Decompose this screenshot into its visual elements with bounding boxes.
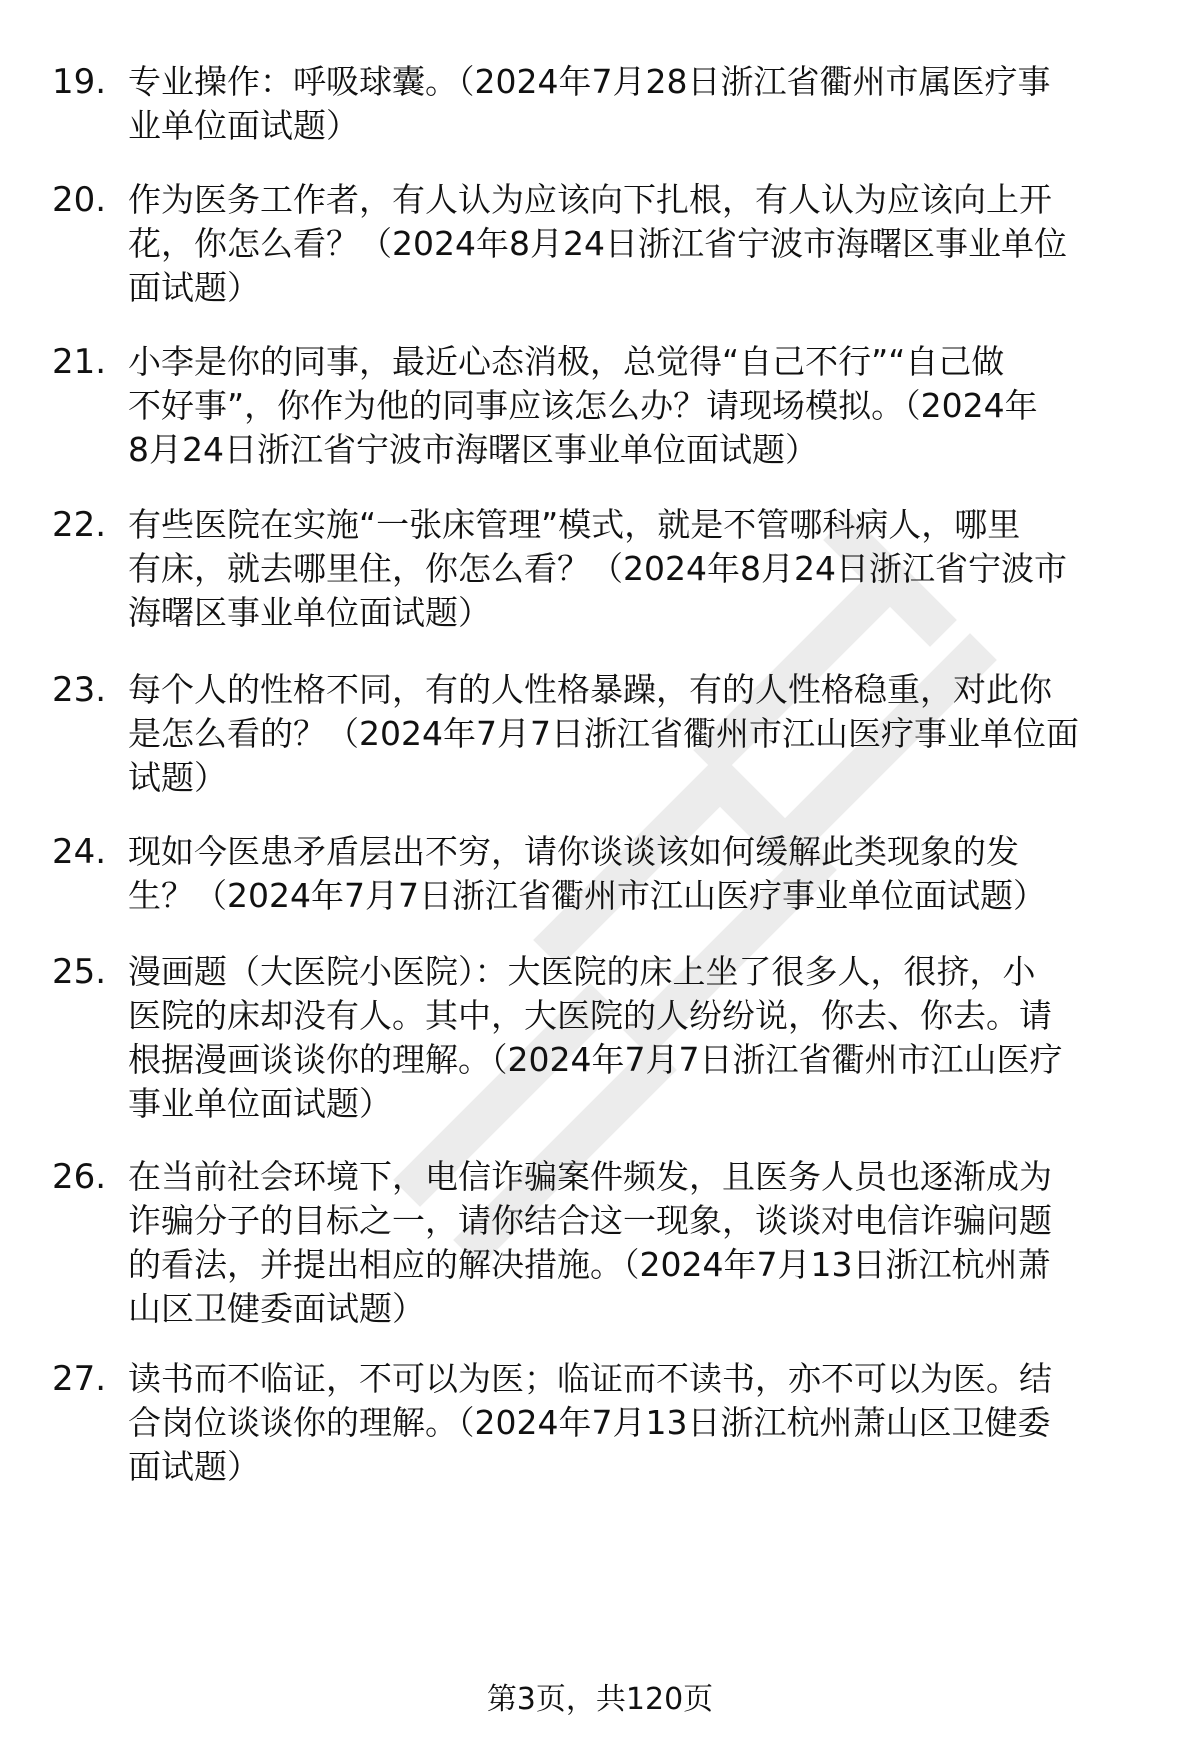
question-number: 19. <box>52 62 107 102</box>
question-text: 专业操作：呼吸球囊。（2024年7月28日浙江省衢州市属医疗事 业单位面试题） <box>128 62 1051 145</box>
question-number: 23. <box>52 670 107 710</box>
question-text: 读书而不临证，不可以为医；临证而不读书，亦不可以为医。结 合岗位谈谈你的理解。（2024年7月13日浙江杭州萧山区卫健委 面试题） <box>128 1359 1052 1486</box>
question-text: 在当前社会环境下，电信诈骗案件频发，且医务人员也逐渐成为 诈骗分子的目标之一，请你结合这一现象，谈谈对电信诈骗问题 的看法，并提出相应的解决措施。（2024年7月13日浙江杭州萧 山区卫健委面试题） <box>128 1157 1052 1328</box>
question-text: 作为医务工作者，有人认为应该向下扎根，有人认为应该向上开 花，你怎么看？（2024年8月24日浙江省宁波市海曙区事业单位 面试题） <box>128 180 1067 307</box>
question-text: 有些医院在实施“一张床管理”模式，就是不管哪科病人，哪里 有床，就去哪里住，你怎么看？（2024年8月24日浙江省宁波市 海曙区事业单位面试题） <box>128 505 1067 632</box>
question-text: 每个人的性格不同，有的人性格暴躁，有的人性格稳重，对此你 是怎么看的？（2024年7月7日浙江省衢州市江山医疗事业单位面 试题） <box>128 670 1079 797</box>
question-number: 20. <box>52 180 107 220</box>
question-number: 25. <box>52 952 107 992</box>
page-footer: 第3页，共120页 <box>486 1682 714 1717</box>
question-text: 漫画题（大医院小医院）：大医院的床上坐了很多人，很挤，小 医院的床却没有人。其中，大医院的人纷纷说，你去、你去。请 根据漫画谈谈你的理解。（2024年7月7日浙江省衢州市江山医疗 事业单位面试题） <box>128 952 1063 1123</box>
question-text: 小李是你的同事，最近心态消极，总觉得“自己不行”“自己做 不好事”，你作为他的同事应该怎么办？请现场模拟。（2024年 8月24日浙江省宁波市海曙区事业单位面试题） <box>128 342 1038 469</box>
question-text: 现如今医患矛盾层出不穷，请你谈谈该如何缓解此类现象的发 生？（2024年7月7日浙江省衢州市江山医疗事业单位面试题） <box>128 832 1046 915</box>
question-number: 21. <box>52 342 107 382</box>
question-number: 22. <box>52 505 107 545</box>
question-number: 24. <box>52 832 107 872</box>
question-number: 27. <box>52 1359 107 1399</box>
question-number: 26. <box>52 1157 107 1197</box>
